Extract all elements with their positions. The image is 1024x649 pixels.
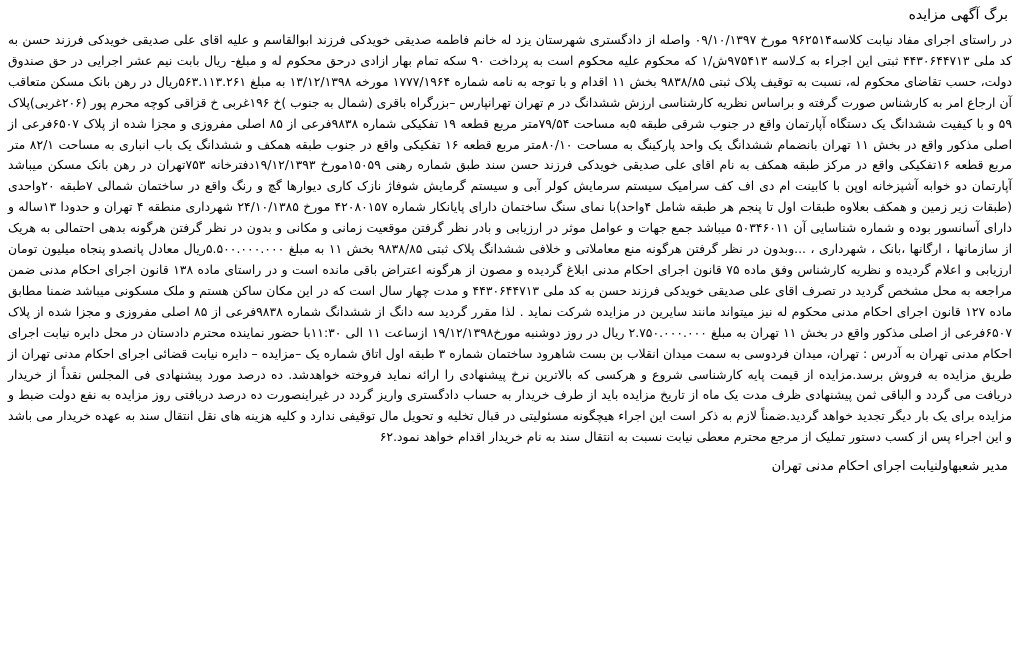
signature-office: نیابت اجرای احکام مدنی تهران bbox=[771, 459, 938, 475]
signature-role: مدیر شعبه bbox=[952, 459, 1008, 475]
notice-title: برگ آگهی مزایده bbox=[908, 7, 1008, 23]
signature-line bbox=[6, 456, 1016, 478]
auction-notice bbox=[6, 4, 1016, 644]
signature-branch: اول bbox=[938, 459, 953, 475]
notice-body: در راستای اجرای مفاد نیابت کلاسه۹۶۲۵۱۴ مورخ ۰۹/۱۰/۱۳۹۷ واصله از دادگستری شهرستان یزد له خانم فاطمه صدیقی خویدکی فرزند ابوالقاسم و علیه اقای علی صدیقی خویدکی فرزند حسن به کد ملی ۴۴۳۰۶۴۴۷۱۳ ثبتی این اجراء به کـ‌لاسه ۹۷۵۴۱۳ش/۱ که محکوم علیه محکوم است به پرداخت ۹۰ سکه تمام بهار ازادی درحق محکوم له و مبلغ- ریال بابت نیم عشر اجرایی در حق صندوق دولت، حسب تقاضای محکوم له، نسبت به توقیف پلاک ثبتی ۹۸۳۸/۸۵ بخش ۱۱ اقدام و با توجه به نامه شماره ۱۷۷۷/۱۹۶۴ مورخه ۱۳/۱۲/۱۳۹۸ به مبلغ ۵۶۳.۱۱۳.۲۶۱ریال در رهن بانک مسکن متعاقب آن ارجاع امر به کارشناس صورت گرفته و براساس نظریه کارشناسی ارزش ششدانگ در م تهران تهرانپارس –بزرگراه باقری (شمال به جنوب )خ ۱۹۶غربی خ قزاقی کوچه محرم پور (۲۰۶غربی)پلاک ۵۹ و با کیفیت ششدانگ یک دستگاه آپارتمان واقع در جنوب شرقی طبقه ۵به مساحت ۷۹/۵۴متر مربع قطعه ۱۹ تفکیکی شماره ۹۸۳۸فرعی از ۸۵ اصلی مفروزی و مجزا شده از پلاک ۶۵۰۷فرعی از اصلی مذکور واقع در بخش ۱۱ تهران بانضمام ششدانگ یک واحد پارکینگ به مساحت ۸۰/۱۰متر مربع قطعه ۱۶ تفکیکی واقع در جنوب طبقه همکف و ششدانگ یک باب انباری به مساحت ۸۲/۱ متر مربع قطعه ۱۶تفکیکی واقع در مرکز طبقه همکف به نام اقای علی صدیقی خویدکی فرزند حسن سند طبق شماره رهنی ۱۵۰۵۹مورخ ۱۹/۱۲/۱۳۹۳دفترخانه ۷۵۳تهران در رهن بانک مسکن میباشد آپارتمان دو خوابه آشپزخانه اوپن با کابینت ام دی اف کف سرامیک سیستم سرمایش کولر آبی و سیستم گرمایش شوفاژ نازک کاری دیوارها گچ و رنگ واقع در ساختمان شمالی ۷طبقه ۲۰واحدی (طبقات زیر زمین و همکف بعلاوه طبقات اول تا پنجم هر طبقه شامل ۴واحد)با نمای سنگ ساختمان دارای پایانکار شماره ۴۲۰۸۰۱۵۷ مورخ ۲۴/۱۰/۱۳۸۵ شهرداری منطقه ۴ تهران و حدودا ۱۳ساله و دارای آسانسور بوده و شماره شناسایی آن ۵۰۳۴۶۰۱۱ میباشد جمع جهات و عوامل موثر در ارزیابی و بادر نظر گرفتن موقعیت زمانی و مکانی و بدون در نظر گرفتن هرگونه بدهی احتمالی به هریک از سازمانها ، ارگانها ،بانک ، شهرداری ، ...وبدون در نظر گرفتن هرگونه منع معاملاتی و خلافی ششدانگ پلاک ثبتی ۹۸۳۸/۸۵ بخش ۱۱ به مبلغ ۵.۵۰۰.۰۰۰.۰۰۰ریال معادل پانصدو پنجاه میلیون تومان ارزیابی و اعلام گردیده و نظریه کارشناس وفق ماده ۷۵ قانون اجرای احکام مدنی ابلاغ گردیده و مصون از هرگونه اعتراض باقی مانده است و در راستای ماده ۱۳۸ قانون اجرای احکام مدنی ضمن مراجعه به محل مشخص گردید در تصرف اقای علی صدیقی خویدکی فرزند حسن به کد ملی ۴۴۳۰۶۴۴۷۱۳ و مدت چهار سال است که در این مکان ساکن هستم و ملک مسکونی میباشد ضمنا مطابق ماده ۱۲۷ قانون اجرای احکام مدنی محکوم له نیز میتواند مانند سایرین در مزایده شرکت نماید . لذا مقرر گردید سه دانگ از ششدانگ شماره ۹۸۳۸فرعی از ۸۵ اصلی مفروزی و مجزا شده از پلاک ۶۵۰۷فرعی از اصلی مذکور واقع در بخش ۱۱ تهران به مبلغ ۲.۷۵۰.۰۰۰.۰۰۰ ریال در روز دوشنبه مورخ۱۹/۱۲/۱۳۹۸ ازساعت ۱۱ الی ۱۱:۳۰با حضور نماینده محترم دادستان در محل دایره نیابت اجرای احکام مدنی تهران به آدرس : تهران، میدان فردوسی به سمت میدان انقلاب بن بست شاهرود ساختمان شماره ۳ طبقه اول اتاق شماره یک –مزایده – دایره نیابت قضائی اجرای احکام مدنی تهران از طریق مزایده به فروش برسد.مزایده از قیمت پایه کارشناسی شروع و هرکسی که بالاترین نرخ پیشنهادی را ارائه نماید فروخته خواهدشد. ده درصد مورد پیشنهادی فی المجلس نقداً از خریدار دریافت می گردد و الباقی ثمن پیشنهادی ظرف مدت یک ماه از تاریخ مزایده باید از طرف خریدار به حساب دادگستری واریز گردد در غیراینصورت ده درصد دریافتی روز مزایده به نفع دولت ضبط و مزایده برای یک بار دیگر تجدید خواهد گردید.ضمناً لازم به ذکر است این اجراء هیچگونه مسئولیتی در قبال تخلیه و تحویل مال توقیفی ندارد و کلیه هزینه های نقل انتقال سند به عهده خریدار می باشد و این اجراء پس از کسب دستور تملیک از مرجع محترم معطی نیابت نسبت به انتقال سند به نام خریدار اقدام خواهد نمود.۶۲ bbox=[8, 32, 1013, 445]
